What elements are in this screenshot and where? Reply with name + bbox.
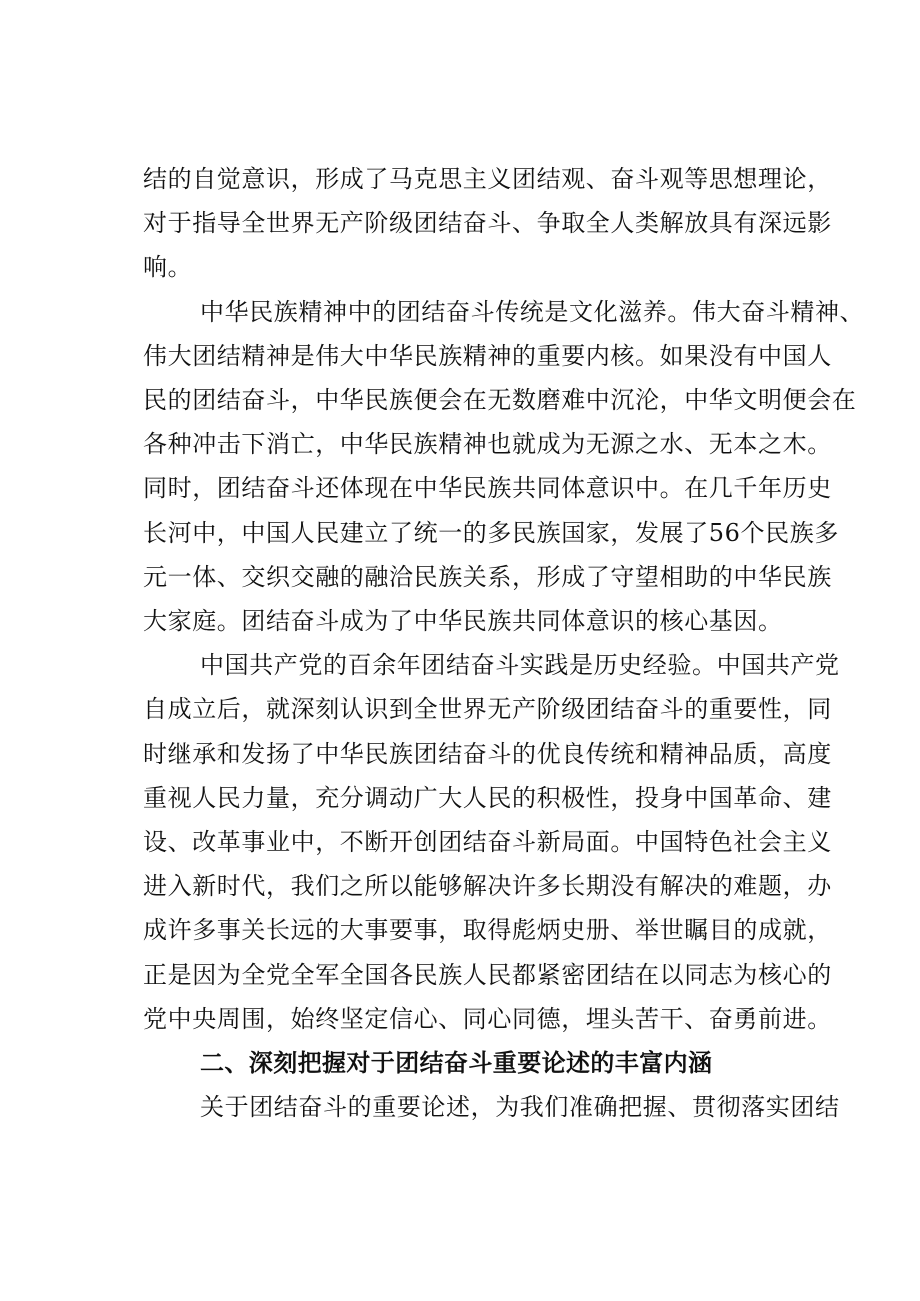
text-line: 结的自觉意识，形成了马克思主义团结观、奋斗观等思想理论， <box>143 165 832 193</box>
text-line: 重视人民力量，充分调动广大人民的积极性，投身中国革命、建 <box>143 783 832 812</box>
text-line: 元一体、交织交融的融洽民族关系，形成了守望相助的中华民族 <box>143 562 832 591</box>
text-line: 对于指导全世界无产阶级团结奋斗、争取全人类解放具有深远影 <box>143 209 832 238</box>
text-line: 响。 <box>143 253 193 282</box>
text-line: 大家庭。团结奋斗成为了中华民族共同体意识的核心基因。 <box>143 607 783 636</box>
text-line: 关于团结奋斗的重要论述，为我们准确把握、贯彻落实团结 <box>200 1093 840 1122</box>
text-line: 民的团结奋斗，中华民族便会在无数磨难中沉沦，中华文明便会在 <box>143 386 857 415</box>
section-heading: 二、深刻把握对于团结奋斗重要论述的丰富内涵 <box>200 1049 713 1078</box>
text-line: 进入新时代，我们之所以能够解决许多长期没有解决的难题，办 <box>143 872 832 901</box>
text-line: 伟大团结精神是伟大中华民族精神的重要内核。如果没有中国人 <box>143 341 832 370</box>
document-body <box>143 157 865 1129</box>
paragraph-0 <box>143 157 832 290</box>
text-line: 同时，团结奋斗还体现在中华民族共同体意识中。在几千年历史 <box>143 474 832 503</box>
text-line: 各种冲击下消亡，中华民族精神也就成为无源之水、无本之木。 <box>143 430 832 459</box>
paragraph-1 <box>143 290 865 644</box>
text-line: 设、改革事业中，不断开创团结奋斗新局面。中国特色社会主义 <box>143 828 832 857</box>
text-line: 成许多事关长远的大事要事，取得彪炳史册、举世瞩目的成就， <box>143 916 832 945</box>
text-line: 长河中，中国人民建立了统一的多民族国家，发展了56个民族多 <box>143 518 839 547</box>
text-line: 自成立后，就深刻认识到全世界无产阶级团结奋斗的重要性，同 <box>143 695 832 724</box>
text-line: 中华民族精神中的团结奋斗传统是文化滋养。伟大奋斗精神、 <box>200 297 865 326</box>
text-line: 时继承和发扬了中华民族团结奋斗的优良传统和精神品质，高度 <box>143 739 832 768</box>
paragraph-3 <box>143 1085 840 1129</box>
text-line: 正是因为全党全军全国各民族人民都紧密团结在以同志为核心的 <box>143 960 832 989</box>
text-line: 党中央周围，始终坚定信心、同心同德，埋头苦干、奋勇前进。 <box>143 1004 832 1033</box>
text-line: 中国共产党的百余年团结奋斗实践是历史经验。中国共产党 <box>200 651 840 680</box>
paragraph-2 <box>143 643 840 1041</box>
